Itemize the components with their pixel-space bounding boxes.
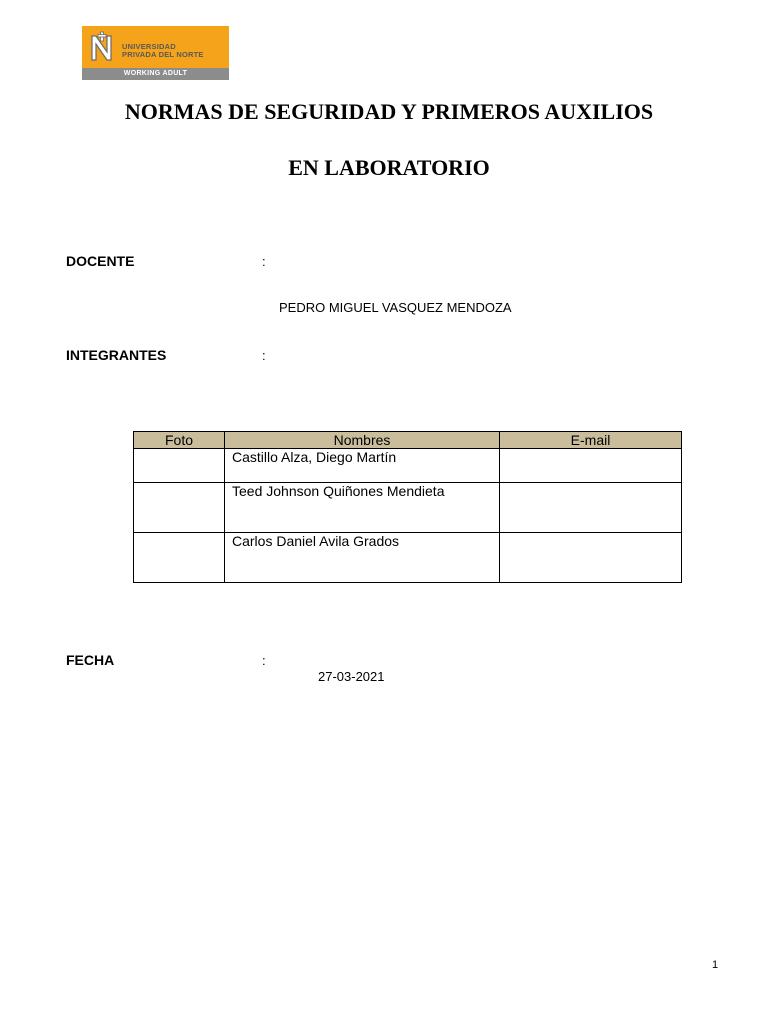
column-header-nombres: Nombres [225,432,500,449]
table-header-row [134,432,682,449]
column-header-foto: Foto [134,432,225,449]
email-cell [500,483,682,533]
logo-line-2: PRIVADA DEL NORTE [122,50,204,59]
docente-label: DOCENTE [66,253,135,269]
table-row [134,533,682,583]
foto-cell [134,449,225,483]
university-n-icon [87,30,117,64]
logo-tagline: WORKING ADULT [82,68,229,80]
email-cell [500,449,682,483]
email-cell [500,533,682,583]
table-row [134,449,682,483]
logo-banner [82,26,229,68]
docente-colon: : [262,254,266,269]
docente-value: PEDRO MIGUEL VASQUEZ MENDOZA [279,300,512,315]
table-row [134,483,682,533]
foto-cell [134,533,225,583]
university-logo [82,26,229,80]
foto-cell [134,483,225,533]
members-table [133,431,682,583]
nombre-cell: Carlos Daniel Avila Grados [225,533,500,583]
page-number: 1 [712,959,719,971]
document-title-line-2: EN LABORATORIO [288,155,490,180]
fecha-colon: : [262,653,266,668]
fecha-label: FECHA [66,652,115,668]
integrantes-colon: : [262,348,266,363]
column-header-email: E-mail [500,432,682,449]
fecha-value: 27-03-2021 [318,669,385,684]
nombre-cell: Teed Johnson Quiñones Mendieta [225,483,500,533]
nombre-cell: Castillo Alza, Diego Martín [225,449,500,483]
document-title-line-1: NORMAS DE SEGURIDAD Y PRIMEROS AUXILIOS [124,99,654,124]
logo-line-1: UNIVERSIDAD [122,42,176,51]
integrantes-label: INTEGRANTES [66,347,167,363]
